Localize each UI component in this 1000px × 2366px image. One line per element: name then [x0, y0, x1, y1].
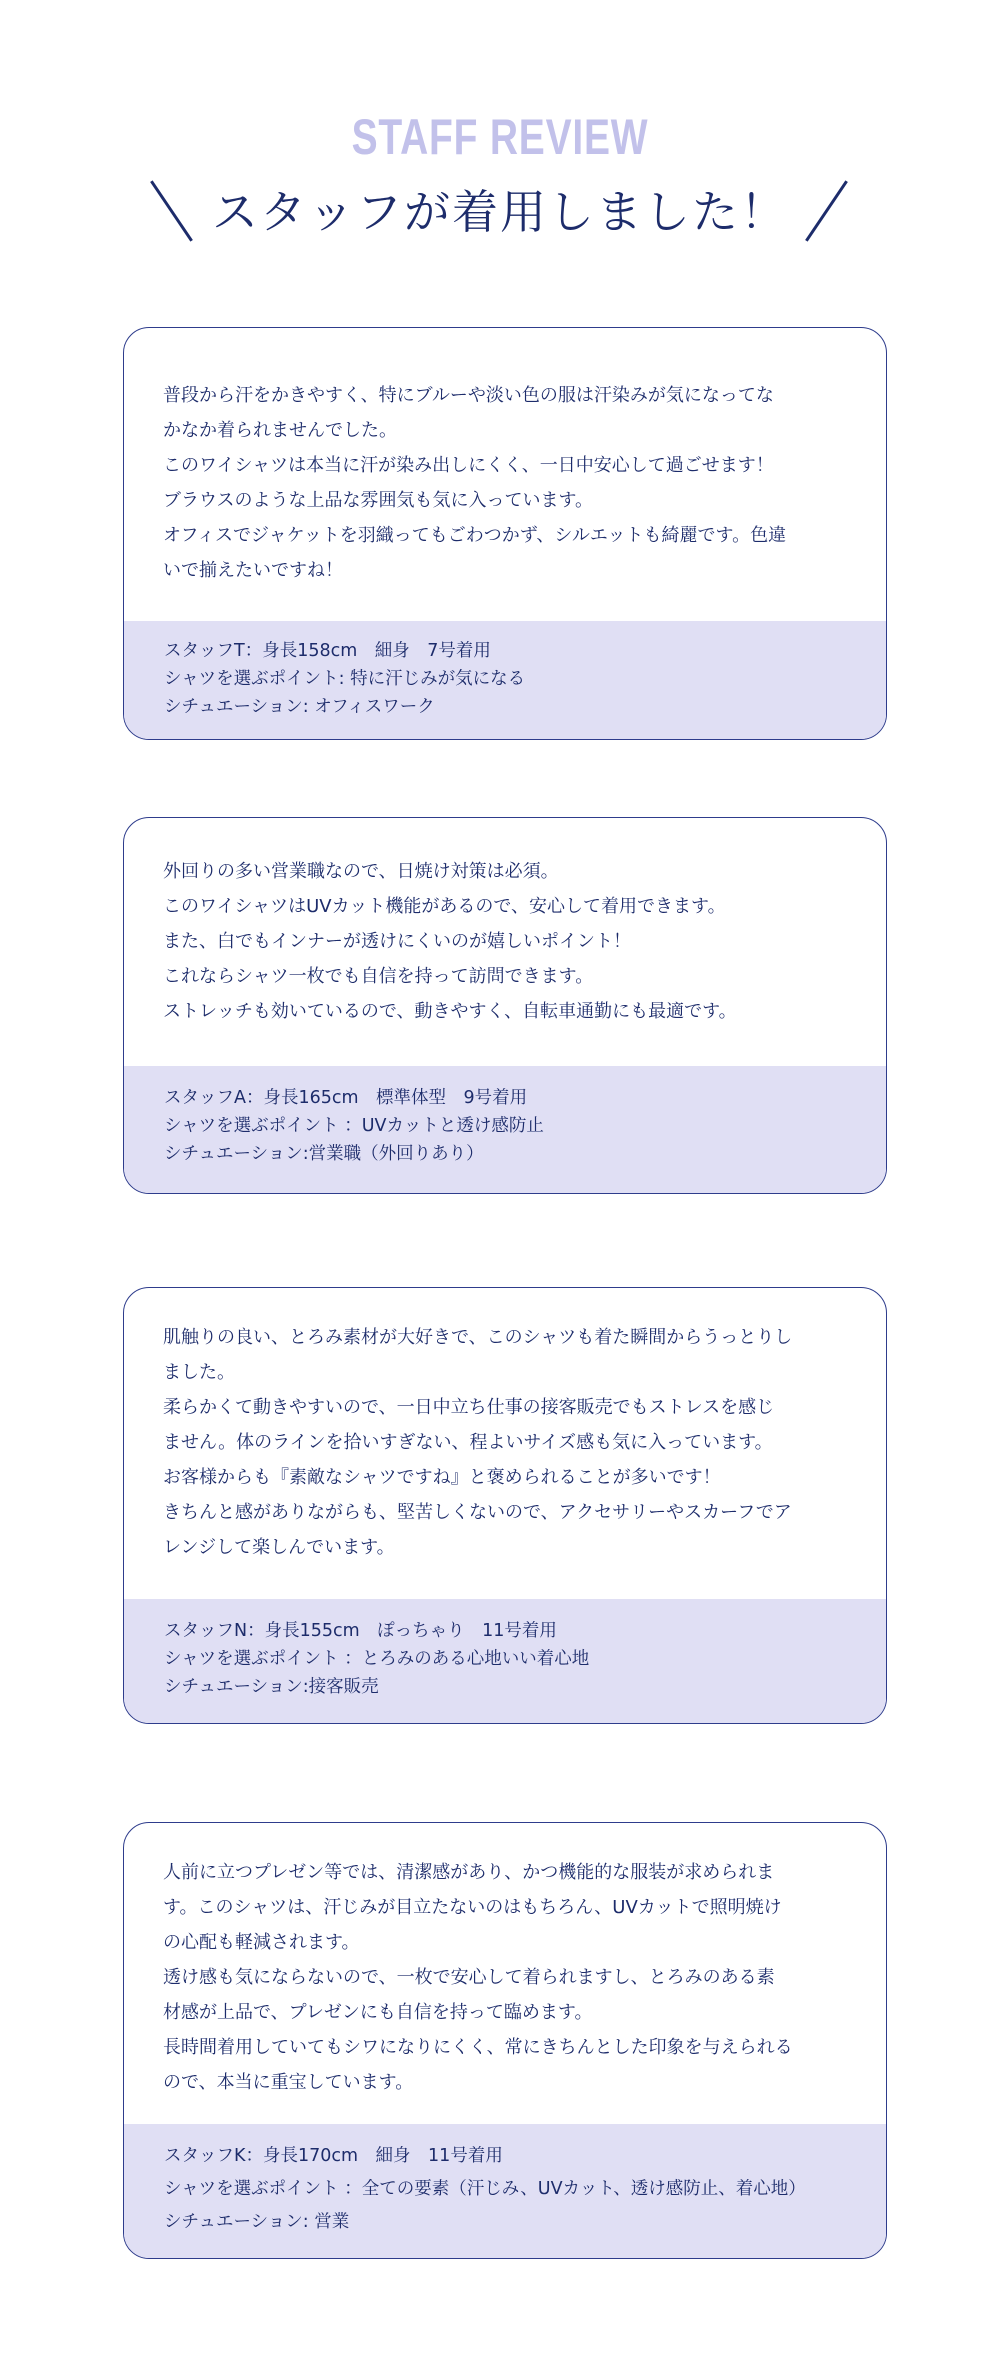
page-header	[0, 0, 1000, 300]
staff-situation: シチュエーション:接客販売	[164, 1677, 379, 1697]
review-card	[123, 817, 887, 1194]
review-line: オフィスでジャケットを羽織ってもごわつかず、シルエットも綺麗です。色違	[163, 525, 787, 546]
staff-point: シャツを選ぶポイント ：UVカットと透け感防止	[164, 1116, 544, 1136]
staff-point: シャツを選ぶポイント ：全ての要素（汗じみ、UVカット、透け感防止、着心地）	[164, 2179, 806, 2199]
review-line: ブラウスのような上品な雰囲気も気に入っています。	[163, 490, 594, 511]
review-text	[124, 328, 886, 618]
review-line: 長時間着用していてもシワになりにくく、常にきちんとした印象を与えられる	[163, 2037, 793, 2058]
review-line: の心配も軽減されます。	[163, 1932, 360, 1953]
staff-profile: スタッフA：身長165cm 標準体型 9号着用	[164, 1088, 528, 1108]
review-line: いで揃えたいですね！	[163, 560, 343, 581]
staff-profile: スタッフT：身長158cm 細身 7号着用	[164, 641, 491, 661]
review-line: レンジして楽しんでいます。	[163, 1537, 395, 1558]
staff-info	[124, 621, 886, 739]
staff-point: シャツを選ぶポイント: 特に汗じみが気になる	[164, 669, 526, 689]
review-line: きちんと感がありながらも、堅苦しくないので、アクセサリーやスカーフでア	[163, 1502, 792, 1523]
review-text	[124, 1823, 886, 2130]
review-line: このワイシャツは本当に汗が染み出しにくく、一日中安心して過ごせます！	[163, 455, 774, 476]
review-line: お客様からも『素敵なシャツですね』と褒められることが多いです！	[163, 1467, 721, 1488]
staff-situation: シチュエーション: 営業	[164, 2212, 350, 2232]
staff-profile: スタッフN：身長155cm ぽっちゃり 11号着用	[164, 1621, 557, 1641]
staff-info	[124, 2124, 886, 2258]
review-line: ので、本当に重宝しています。	[163, 2072, 414, 2093]
staff-profile: スタッフK：身長170cm 細身 11号着用	[164, 2146, 503, 2166]
review-line: かなか着られませんでした。	[163, 420, 397, 441]
review-card	[123, 1287, 887, 1724]
review-card	[123, 327, 887, 740]
staff-point: シャツを選ぶポイント ：とろみのある心地いい着心地	[164, 1649, 590, 1669]
review-line: ストレッチも効いているので、動きやすく、自転車通勤にも最適です。	[163, 1001, 737, 1022]
review-line: 肌触りの良い、とろみ素材が大好きで、このシャツも着た瞬間からうっとりし	[163, 1327, 793, 1348]
review-line: ません。体のラインを拾いすぎない、程よいサイズ感も気に入っています。	[163, 1432, 773, 1453]
review-line: 普段から汗をかきやすく、特にブルーや淡い色の服は汗染みが気になってな	[163, 385, 774, 406]
review-line: す。このシャツは、汗じみが目立たないのはもちろん、UVカットで照明焼け	[163, 1897, 782, 1918]
review-line: 材感が上品で、プレゼンにも自信を持って臨めます。	[163, 2002, 593, 2023]
review-text	[124, 818, 886, 1059]
section-eyebrow: STAFF REVIEW	[351, 109, 649, 165]
review-card	[123, 1822, 887, 2259]
page-title: スタッフが着用しました！	[212, 185, 788, 239]
review-line: また、白でもインナーが透けにくいのが嬉しいポイント！	[163, 931, 631, 952]
review-line: このワイシャツはUVカット機能があるので、安心して着用できます。	[163, 896, 726, 917]
staff-situation: シチュエーション:営業職（外回りあり）	[164, 1144, 484, 1164]
review-line: 透け感も気にならないので、一枚で安心して着られますし、とろみのある素	[163, 1967, 775, 1988]
review-line: 柔らかくて動きやすいので、一日中立ち仕事の接客販売でもストレスを感じ	[163, 1397, 775, 1418]
review-line: ました。	[163, 1362, 235, 1383]
review-text	[124, 1288, 886, 1595]
review-line: 人前に立つプレゼン等では、清潔感があり、かつ機能的な服装が求められま	[163, 1862, 775, 1883]
staff-info	[124, 1599, 886, 1723]
staff-situation: シチュエーション: オフィスワーク	[164, 697, 435, 717]
review-line: これならシャツ一枚でも自信を持って訪問できます。	[163, 966, 594, 987]
staff-info	[124, 1066, 886, 1193]
review-line: 外回りの多い営業職なので、日焼け対策は必須。	[163, 861, 559, 882]
